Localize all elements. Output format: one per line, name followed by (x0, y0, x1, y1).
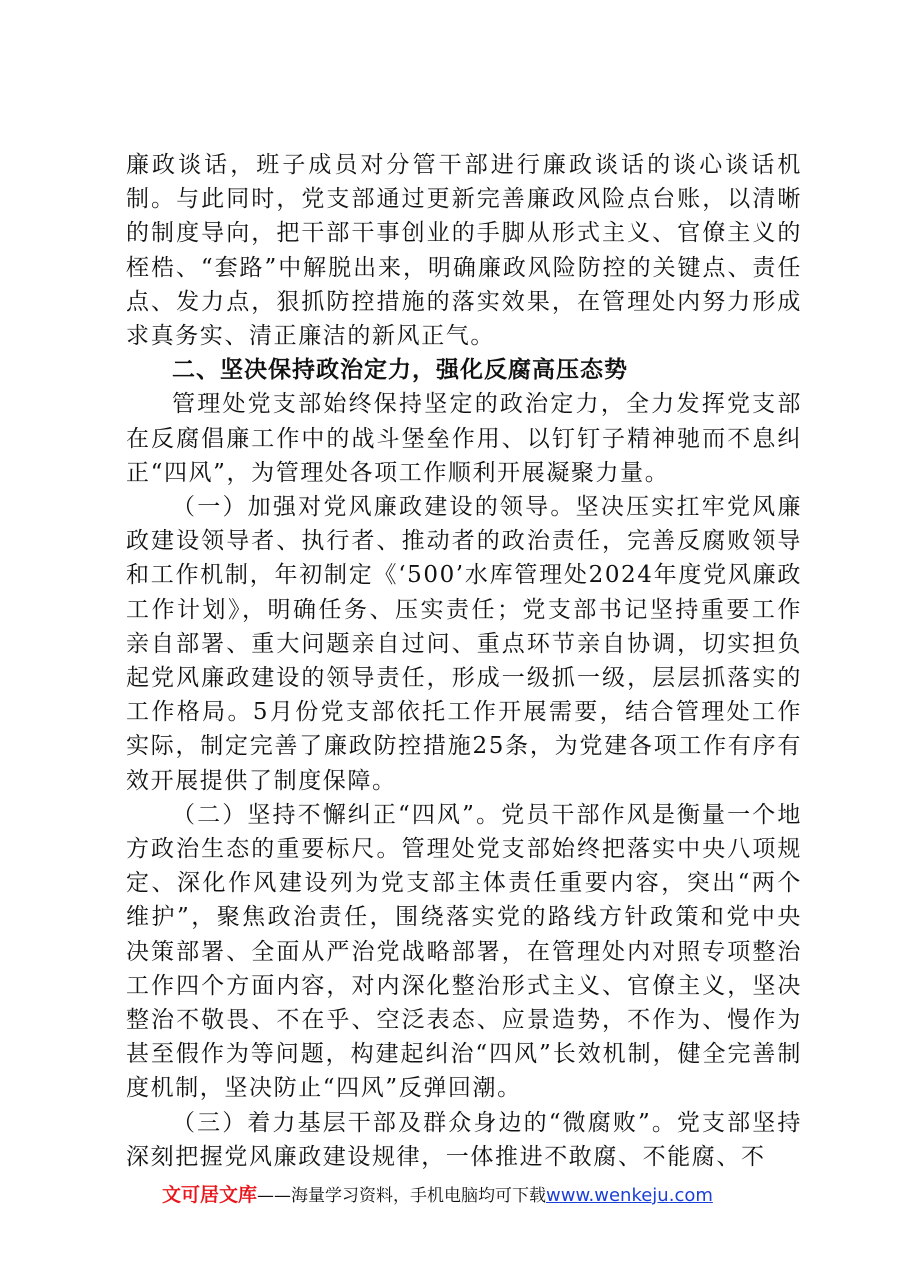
document-body (126, 148, 802, 1174)
paragraph-body: （二）坚持不懈纠正“四风”。党员干部作风是衡量一个地方政治生态的重要标尺。管理处党支部始终把落实中央八项规定、深化作风建设列为党支部主体责任重要内容，突出“两个维护”，聚焦政治责任，围绕落实党的路线方针政策和党中央决策部署、全面从严治党战略部署，在管理处内对照专项整治工作四个方面内容，对内深化整治形式主义、官僚主义，坚决整治不敬畏、不在乎、空泛表态、应景造势，不作为、慢作为甚至假作为等问题，构建起纠治“四风”长效机制，健全完善制度机制，坚决防止“四风”反弹回潮。 (126, 801, 802, 1102)
paragraph-body: 廉政谈话，班子成员对分管干部进行廉政谈话的谈心谈话机制。与此同时，党支部通过更新完善廉政风险点台账，以清晰的制度导向，把干部干事创业的手脚从形式主义、官僚主义的桎梏、“套路”中解脱出来，明确廉政风险防控的关键点、责任点、发力点，狠抓防控措施的落实效果，在管理处内努力形成求真务实、清正廉洁的新风正气。 (126, 152, 802, 350)
footer-watermark (162, 1180, 802, 1207)
footer-tagline: ——海量学习资料，手机电脑均可下载 (257, 1186, 547, 1206)
footer-brand: 文可居文库 (162, 1184, 258, 1206)
footer-link[interactable]: www.wenkeju.com (546, 1185, 713, 1206)
paragraph-body: （一）加强对党风廉政建设的领导。坚决压实扛牢党风廉政建设领导者、执行者、推动者的政治责任，完善反腐败领导和工作机制，年初制定《‘500’水库管理处2024年度党风廉政工作计划》，明确任务、压实责任；党支部书记坚持重要工作亲自部署、重大问题亲自过问、重点环节亲自协调，切实担负起党风廉政建设的领导责任，形成一级抓一级，层层抓落实的工作格局。5月份党支部依托工作开展需要，结合管理处工作实际，制定完善了廉政防控措施25条，为党建各项工作有序有效开展提供了制度保障。 (126, 494, 802, 794)
paragraph-body: 管理处党支部始终保持坚定的政治定力，全力发挥党支部在反腐倡廉工作中的战斗堡垒作用、以钉钉子精神驰而不息纠正“四风”，为管理处各项工作顺利开展凝聚力量。 (126, 391, 802, 486)
paragraph-body: （三）着力基层干部及群众身边的“微腐败”。党支部坚持深刻把握党风廉政建设规律，一体推进不敢腐、不能腐、不 (126, 1109, 802, 1170)
section-heading: 二、坚决保持政治定力，强化反腐高压态势 (172, 357, 628, 384)
